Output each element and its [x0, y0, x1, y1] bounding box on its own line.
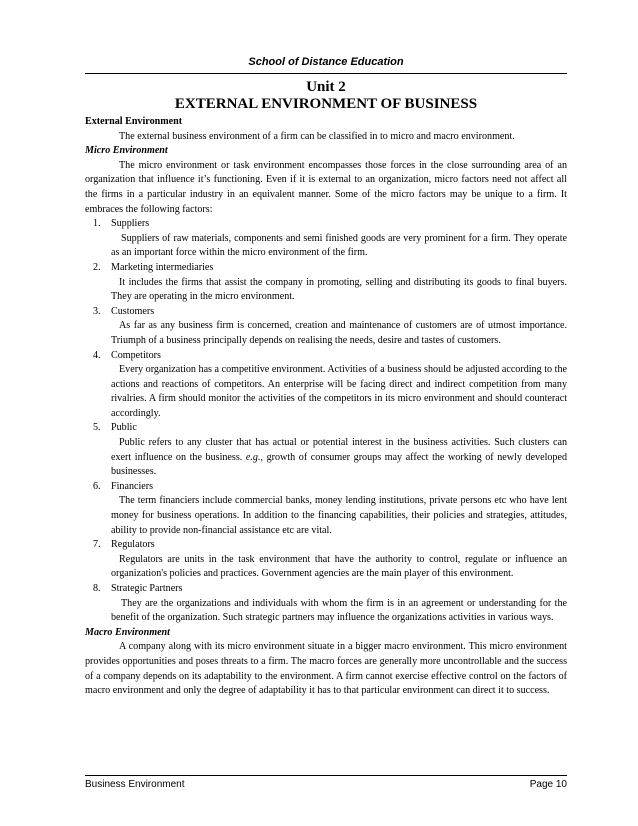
list-item-text: Suppliers of raw materials, components and semi finished goods are very prominent for a firm. They operate as an important force within the micro environment of the firm.	[111, 232, 567, 259]
macro-environment-paragraph: A company along with its micro environment situate in a bigger macro environment. This micro environment provides opportunities and poses threats to a firm. The macro forces are generally more uncontrollable and the success of a company depends on its adaptability to the environment. A firm cannot exercise effective control on the factors of macro environment and only the degree of adaptability it has to that particular environment can direct it to success.	[85, 641, 567, 697]
list-item-regulators	[85, 538, 567, 582]
list-item-competitors	[85, 349, 567, 422]
header-rule	[85, 73, 567, 74]
body-content	[85, 115, 567, 699]
list-item-title: Financiers	[111, 480, 154, 492]
micro-environment-paragraph: The micro environment or task environment encompasses those forces in the close surrounding area of an organization that influence it’s functioning. Even if it is external to an organization, micro factors need not affect all the firms in a particular industry in an equivalent manner. Some of the micro factors may be unique to a firm. It embraces the following factors:	[85, 159, 567, 215]
page-number: Page 10	[529, 779, 567, 790]
list-item-title: Strategic Partners	[111, 583, 183, 594]
public-text-example-marker: e.g.,	[245, 451, 263, 463]
list-number: 6.	[93, 480, 101, 492]
list-item-marketing-intermediaries	[85, 261, 567, 305]
list-item-text: It includes the firms that assist the company in promoting, selling and distributing its goods to final buyers. They are operating in the micro environment.	[111, 276, 567, 303]
list-item-title: Public	[111, 422, 137, 434]
external-environment-heading: External Environment	[85, 116, 183, 127]
list-item-title: Regulators	[111, 539, 155, 551]
list-number: 7.	[93, 539, 101, 551]
list-item-strategic-partners	[85, 582, 567, 626]
list-number: 4.	[93, 349, 101, 361]
footer-rule	[85, 775, 567, 776]
list-item-title: Marketing intermediaries	[111, 261, 214, 273]
list-item-text	[111, 436, 567, 480]
micro-environment-heading: Micro Environment	[85, 145, 168, 157]
external-environment-paragraph: The external business environment of a firm can be classified in to micro and macro environment.	[119, 130, 515, 142]
public-text-before: Public refers to any cluster that has actual or potential interest in the business activities. Such clusters can exert influence on the business.	[111, 437, 567, 463]
list-item-title: Suppliers	[111, 218, 150, 230]
micro-factors-list	[85, 217, 567, 626]
list-item-public	[85, 421, 567, 479]
list-item-text: As far as any business firm is concerned, creation and maintenance of customers are of utmost importance. Triumph of a business principally depends on realising the needs, desire and tastes of customers.	[111, 320, 567, 346]
page-title: EXTERNAL ENVIRONMENT OF BUSINESS	[174, 96, 478, 112]
list-item-suppliers	[85, 217, 567, 261]
running-footer-title: Business Environment	[85, 779, 185, 790]
list-number: 8.	[93, 583, 101, 594]
list-item-title: Competitors	[111, 349, 161, 361]
list-item-text: Regulators are units in the task environment that have the authority to control, regulate or influence an organization's policies and practices. Government agencies are the main player of this environment.	[111, 553, 567, 580]
list-item-text: Every organization has a competitive environment. Activities of a business should be adjusted according to the actions and reactions of competitors. An enterprise will be facing direct and indirect competition from many rivalries. A firm should monitor the activities of the competitors in its micro environment and should counteract accordingly.	[111, 364, 567, 419]
list-item-title: Customers	[111, 305, 155, 317]
list-item-customers	[85, 305, 567, 349]
list-number: 5.	[93, 422, 101, 434]
list-number: 1.	[93, 218, 101, 230]
list-number: 3.	[93, 305, 101, 317]
list-item-text: They are the organizations and individuals with whom the firm is in an agreement or understanding for the benefit of the organization. Such strategic partners may influence the organizations activities in various ways.	[111, 597, 567, 624]
list-item-financiers	[85, 480, 567, 538]
running-header: School of Distance Education	[248, 56, 404, 68]
unit-title: Unit 2	[306, 79, 346, 95]
public-text-after: growth of consumer groups may affect the working of newly developed businesses.	[111, 451, 568, 478]
list-number: 2.	[93, 261, 101, 273]
macro-environment-heading: Macro Environment	[85, 626, 170, 638]
list-item-text: The term financiers include commercial banks, money lending institutions, private persons etc who have lent money for business operations. In addition to the financing capabilities, their policies and strategies, attitudes, ability to provide non-financial assistance etc are vital.	[111, 495, 567, 536]
